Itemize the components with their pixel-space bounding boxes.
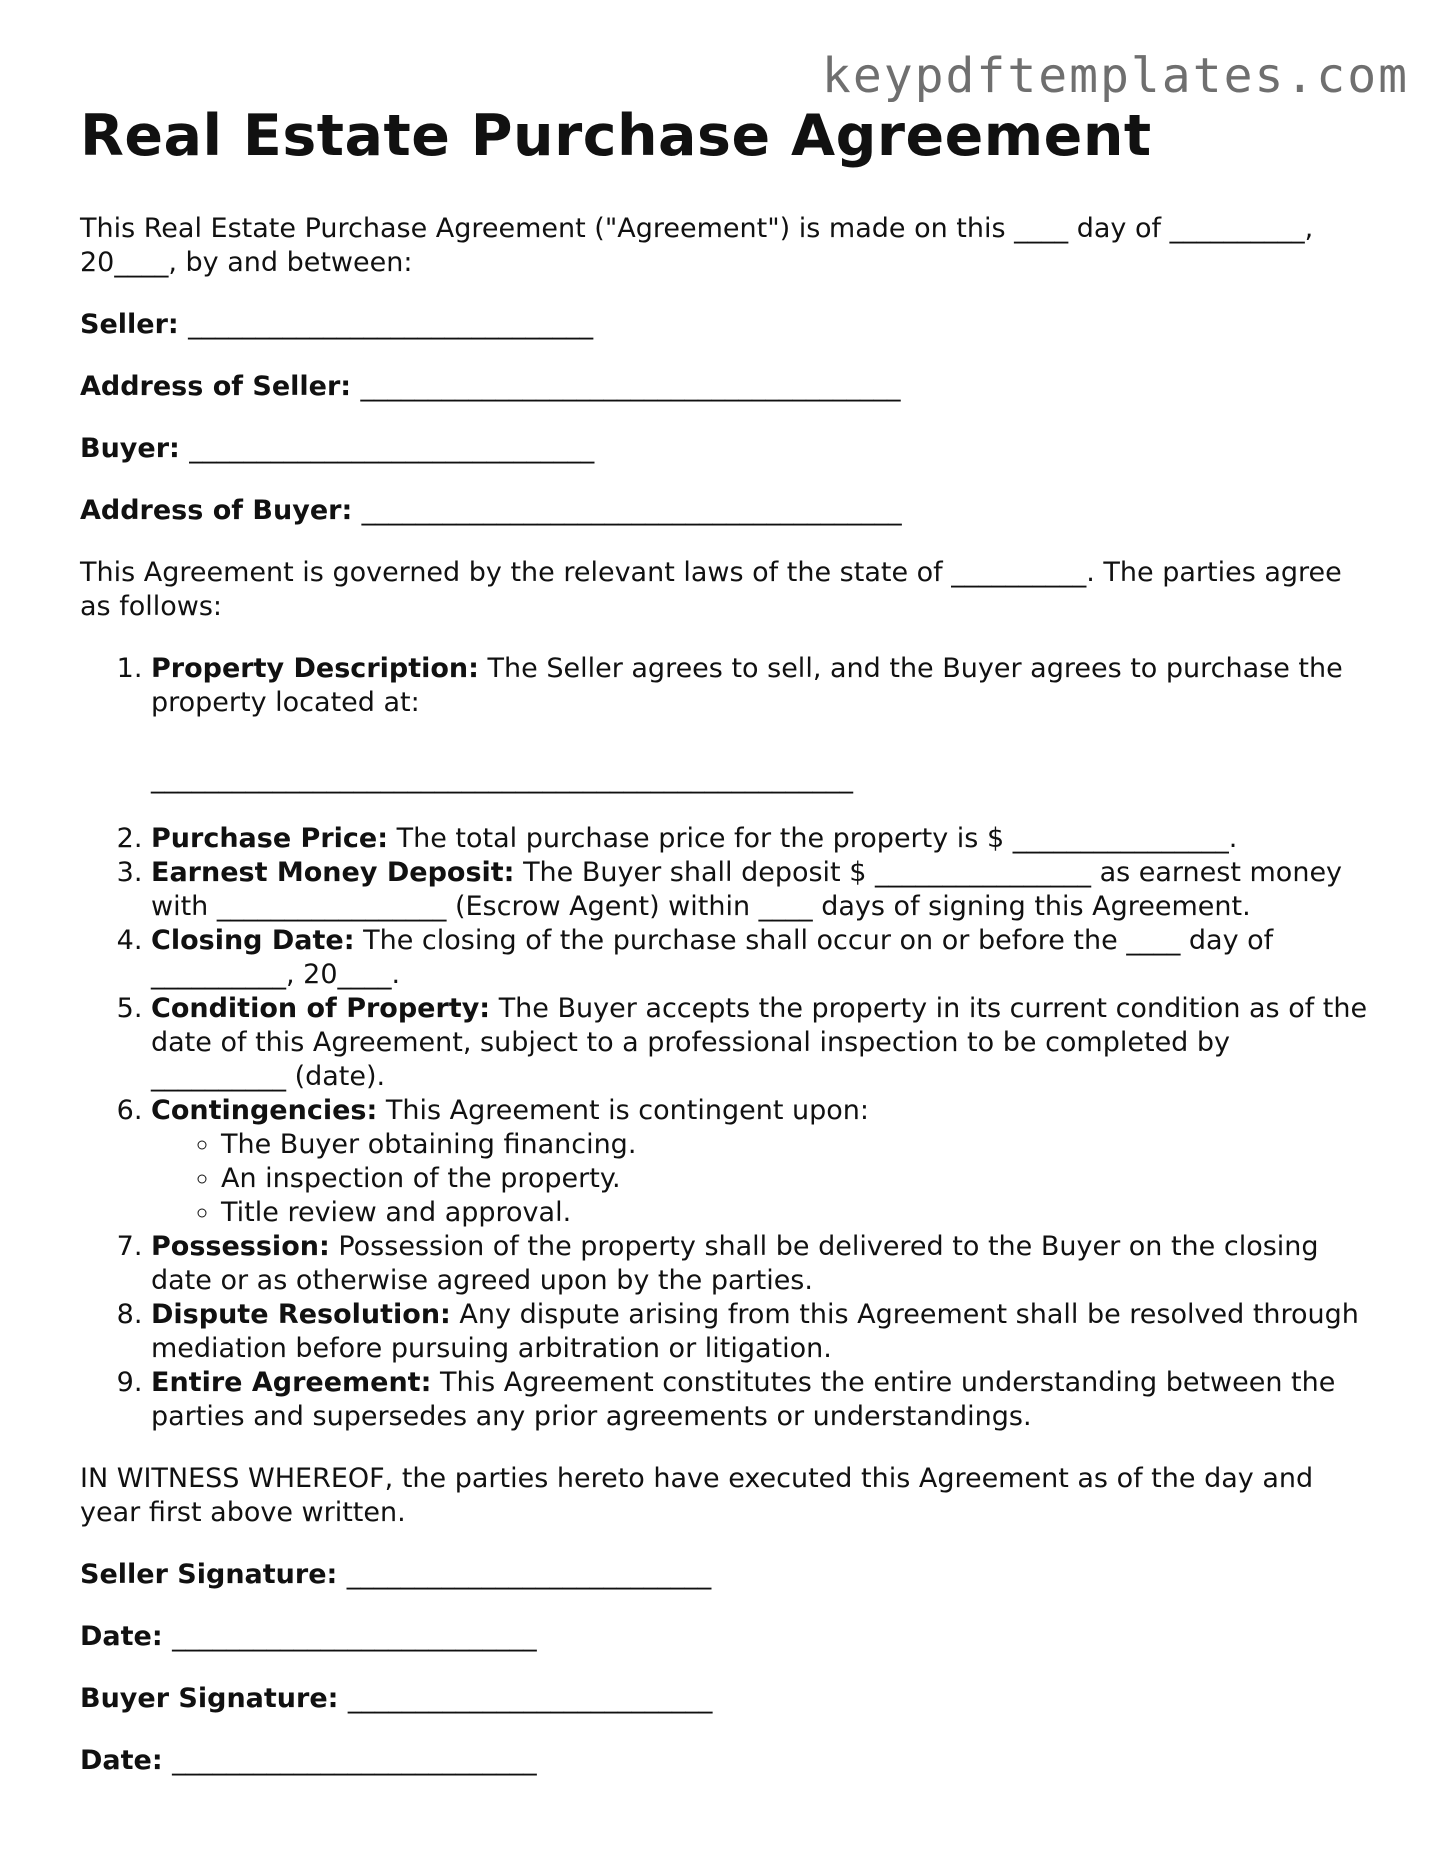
term-heading: Purchase Price: [151, 823, 389, 854]
buyer-date-blank[interactable]: ___________________________ [172, 1745, 537, 1776]
buyer-date-label: Date: [80, 1745, 163, 1776]
term-text: The Buyer shall deposit $ ________________ as earnest money with _________________ (Escrow Agent) within ____ days of signing this Agreement. [151, 857, 1343, 922]
term-text: The Buyer accepts the property in its current condition as of the date of this Agreement, subject to a professional inspection to be completed by __________ (date). [151, 993, 1368, 1092]
term-text: This Agreement constitutes the entire understanding between the parties and supersedes any prior agreements or understandings. [151, 1367, 1336, 1432]
buyer-field [80, 432, 1370, 466]
terms-list [80, 652, 1370, 1434]
buyer-date-field [80, 1744, 1370, 1778]
seller-signature-blank[interactable]: ___________________________ [346, 1559, 712, 1590]
seller-signature-label: Seller Signature: [80, 1559, 338, 1590]
term-heading: Property Description: [151, 653, 479, 684]
term-text: Possession of the property shall be delivered to the Buyer on the closing date or as otherwise agreed upon by the parties. [151, 1231, 1319, 1296]
seller-signature-field [80, 1558, 1370, 1592]
property-address-blank[interactable]: ____________________________________________________ [151, 763, 853, 794]
witness-paragraph: IN WITNESS WHEREOF, the parties hereto have executed this Agreement as of the day and year first above written. [80, 1463, 1314, 1528]
contingency-list [151, 1128, 1370, 1230]
term-dispute-resolution [151, 1298, 1370, 1366]
document-page [80, 98, 1370, 1806]
term-heading: Contingencies: [151, 1095, 378, 1126]
term-heading: Closing Date: [151, 925, 355, 956]
governing-law-paragraph: This Agreement is governed by the relevant laws of the state of __________. The parties agree as follows: [80, 557, 1342, 622]
term-text: Any dispute arising from this Agreement shall be resolved through mediation before pursuing arbitration or litigation. [151, 1299, 1359, 1364]
seller-field [80, 308, 1370, 342]
buyer-signature-field [80, 1682, 1370, 1716]
seller-date-label: Date: [80, 1621, 163, 1652]
term-property-description [151, 652, 1370, 796]
contingency-item: ◦ An inspection of the property. [221, 1162, 1370, 1196]
term-text: The total purchase price for the property is $ ________________. [388, 823, 1238, 854]
buyer-address-blank[interactable]: ________________________________________ [361, 495, 902, 526]
term-condition-of-property [151, 992, 1370, 1094]
term-purchase-price [151, 822, 1370, 856]
seller-date-blank[interactable]: ___________________________ [172, 1621, 537, 1652]
seller-address-label: Address of Seller: [80, 371, 352, 402]
intro-paragraph: This Real Estate Purchase Agreement ("Agreement") is made on this ____ day of __________, 20____, by and between: [80, 213, 1314, 278]
seller-date-field [80, 1620, 1370, 1654]
term-earnest-money [151, 856, 1370, 924]
term-text: This Agreement is contingent upon: [377, 1095, 869, 1126]
term-heading: Dispute Resolution: [151, 1299, 451, 1330]
buyer-signature-label: Buyer Signature: [80, 1683, 339, 1714]
term-text: The Seller agrees to sell, and the Buyer agrees to purchase the property located at: [151, 653, 1343, 718]
seller-address-field [80, 370, 1370, 404]
seller-blank[interactable]: ______________________________ [188, 309, 594, 340]
contingency-item: ◦ Title review and approval. [221, 1196, 1370, 1230]
buyer-address-field [80, 494, 1370, 528]
term-heading: Entire Agreement: [151, 1367, 432, 1398]
term-heading: Possession: [151, 1231, 330, 1262]
contingency-item: ◦ The Buyer obtaining financing. [221, 1128, 1370, 1162]
term-text: The closing of the purchase shall occur on or before the ____ day of __________, 20____. [151, 925, 1274, 990]
buyer-blank[interactable]: ______________________________ [189, 433, 595, 464]
term-possession [151, 1230, 1370, 1298]
term-closing-date [151, 924, 1370, 992]
buyer-signature-blank[interactable]: ___________________________ [347, 1683, 713, 1714]
term-contingencies [151, 1094, 1370, 1230]
buyer-label: Buyer: [80, 433, 180, 464]
term-entire-agreement [151, 1366, 1370, 1434]
watermark-text: keypdftemplates.com [821, 48, 1409, 104]
term-heading: Condition of Property: [151, 993, 491, 1024]
document-title: Real Estate Purchase Agreement [80, 103, 1152, 169]
term-heading: Earnest Money Deposit: [151, 857, 515, 888]
buyer-address-label: Address of Buyer: [80, 495, 353, 526]
seller-label: Seller: [80, 309, 179, 340]
seller-address-blank[interactable]: ________________________________________ [360, 371, 901, 402]
